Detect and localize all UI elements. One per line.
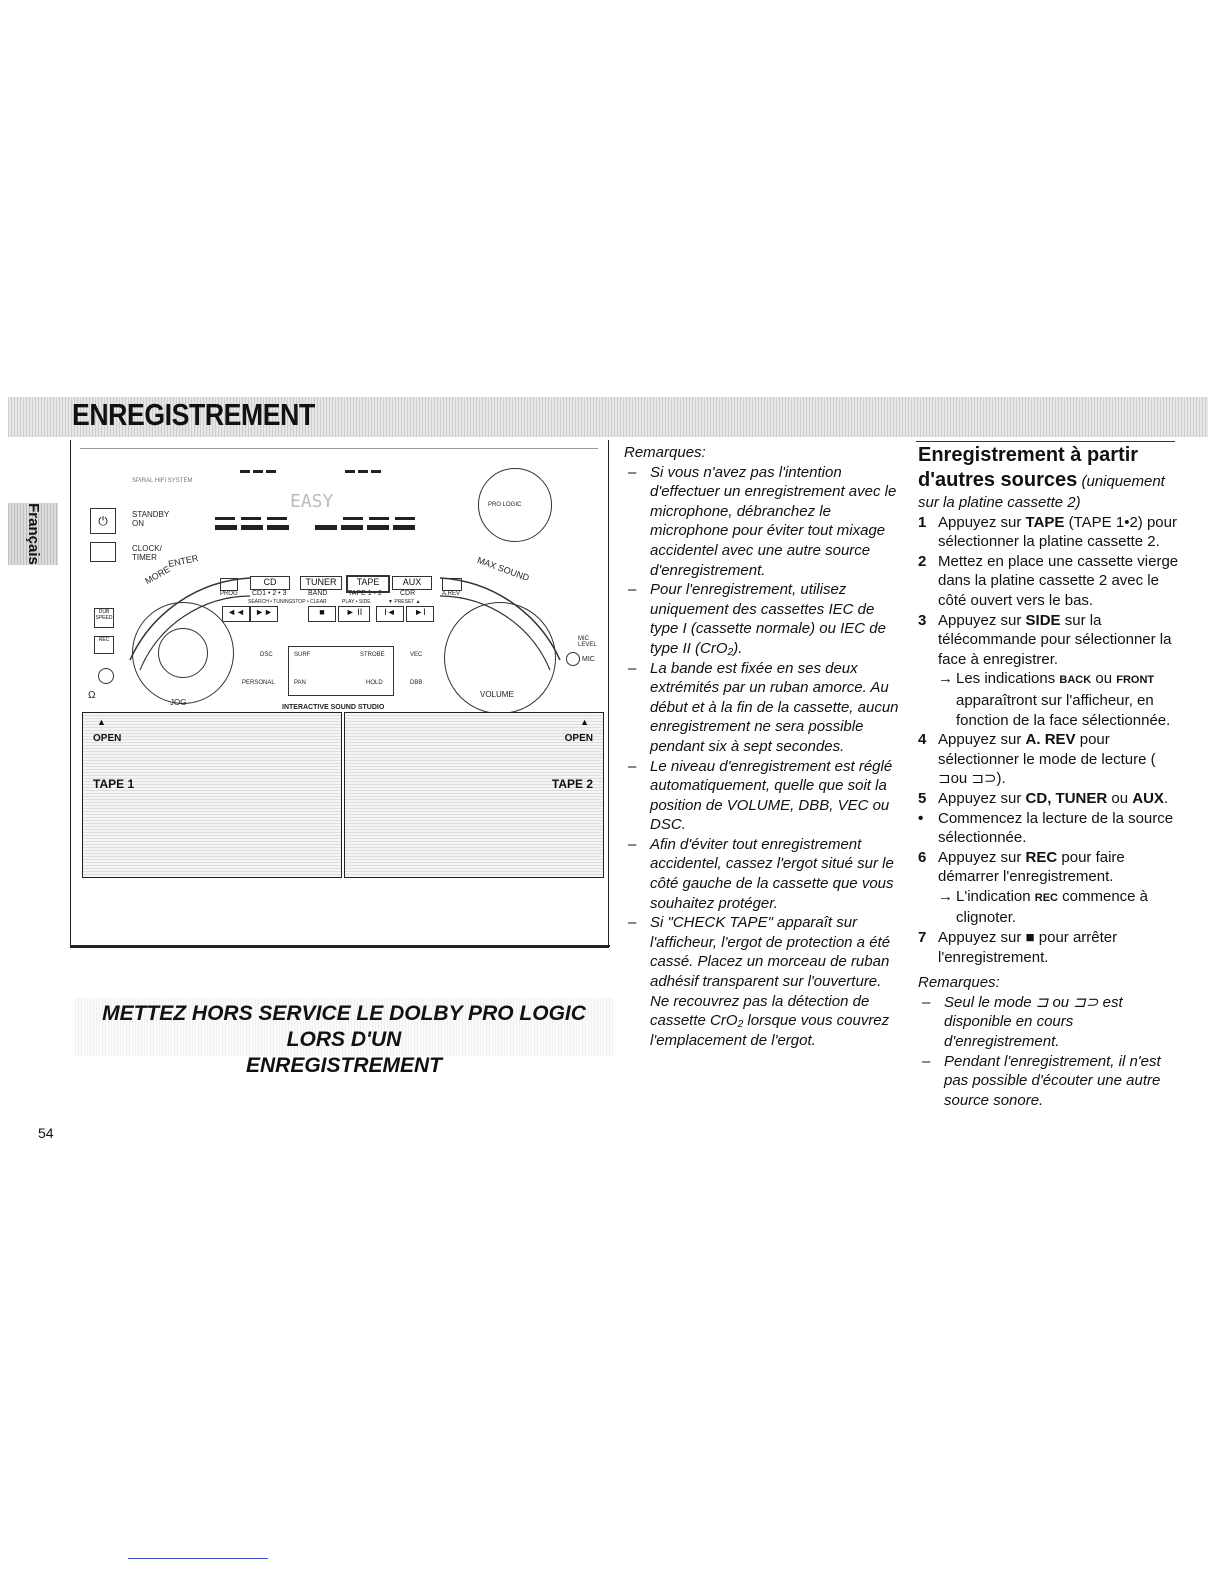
- step-7: 7 Appuyez sur ■ pour arrêter l'enregistrement.: [918, 929, 1118, 966]
- max-sound-label[interactable]: MAX SOUND: [475, 554, 531, 584]
- aux-button[interactable]: AUX: [392, 576, 432, 590]
- vec-label[interactable]: VEC: [410, 652, 423, 658]
- jog-knob-inner: [158, 628, 208, 678]
- prev-button[interactable]: I◄: [376, 606, 404, 622]
- arrow-icon: →: [938, 887, 953, 905]
- device-illustration: [70, 440, 610, 960]
- jog-label: JOG: [170, 698, 187, 707]
- rewind-button[interactable]: ◄◄: [222, 606, 250, 622]
- remark-item: – La bande est fixée en ses deux extrémités par un ruban amorce. Au début et à la fin de la cassette, aucun enregistrement ne sera possible pendant six à sept secondes.: [628, 659, 899, 755]
- section-heading: Enregistrement à partir: [918, 444, 1139, 466]
- recording-column: [918, 443, 1180, 1110]
- headphone-jack: [98, 668, 114, 684]
- arrow-icon: →: [938, 670, 953, 688]
- more-label[interactable]: MORE: [143, 563, 172, 587]
- play-pause-button[interactable]: ► II: [338, 606, 370, 622]
- standby-label: STANDBY ON: [132, 510, 170, 528]
- search-tuning-label: SEARCH • TUNING: [248, 599, 293, 605]
- step-bullet: • Commencez la lecture de la source sélectionnée.: [918, 809, 1174, 847]
- mic-label: MIC: [582, 656, 595, 663]
- section-heading-2: d'autres sources: [918, 469, 1078, 491]
- language-tab: [8, 503, 58, 565]
- hold-label[interactable]: HOLD: [366, 680, 383, 686]
- remarks-title: Remarques:: [624, 444, 706, 461]
- dbb-label[interactable]: DBB: [410, 680, 423, 686]
- tape-button[interactable]: TAPE: [346, 575, 390, 593]
- language-label: Français: [25, 503, 42, 565]
- tape2-deck[interactable]: [344, 712, 604, 878]
- pro-logic-label: PRO LOGIC: [488, 502, 522, 508]
- personal-label[interactable]: PERSONAL: [242, 680, 275, 686]
- remark-item: – Si vous n'avez pas l'intention d'effectuer un enregistrement avec le microphone, débranchez le microphone pour éviter tout mixage accidentel avec une autre source d'enregistrement.: [628, 463, 897, 579]
- step-6-result: → L'indication REC commence à clignoter.: [938, 887, 1149, 927]
- remark-item: – Afin d'éviter tout enregistrement accidentel, cassez l'ergot situé sur le côté gauche de la cassette que vous souhaitez protéger.: [628, 835, 894, 912]
- section-rule: [916, 441, 1175, 442]
- remark-item: – Seul le mode ⊐ ou ⊐⊃ est disponible en cours d'enregistrement.: [922, 993, 1123, 1051]
- surf-label[interactable]: SURF: [294, 652, 311, 658]
- step-6: 6 Appuyez sur REC pour faire démarrer l'enregistrement.: [918, 848, 1125, 886]
- tuner-button[interactable]: TUNER: [300, 576, 342, 590]
- tape1-label: TAPE 1: [93, 777, 135, 791]
- step-3: 3 Appuyez sur SIDE sur la télécommande pour sélectionner la face à enregistrer.: [918, 611, 1172, 668]
- tape2-label: TAPE 2: [551, 777, 593, 791]
- cdr-label: CDR: [400, 590, 416, 597]
- tape12-label: TAPE 1 • 2: [348, 590, 382, 597]
- band-label: BAND: [308, 590, 328, 597]
- stop-button[interactable]: ■: [308, 606, 336, 622]
- svg-text:EASY: EASY: [290, 491, 334, 512]
- cd-button[interactable]: CD: [250, 576, 290, 590]
- banner-line-1: METTEZ HORS SERVICE LE DOLBY PRO LOGIC LORS D'UN: [102, 1002, 586, 1051]
- lcd-display: [195, 465, 495, 545]
- standby-button[interactable]: ⏻: [90, 508, 116, 534]
- pan-label[interactable]: PAN: [294, 680, 306, 686]
- cd123-label: CD1 • 2 • 3: [252, 590, 287, 597]
- banner-line-2: ENREGISTREMENT: [245, 1054, 442, 1077]
- stop-clear-label: STOP • CLEAR: [292, 599, 327, 605]
- remarks-column: [624, 443, 902, 1050]
- step-1: 1 Appuyez sur TAPE (TAPE 1•2) pour sélectionner la platine cassette 2.: [918, 513, 1177, 551]
- bottom-rule: [128, 1558, 268, 1559]
- eject-icon: ▲: [97, 717, 106, 727]
- section-header-band: [8, 397, 1208, 437]
- strobe-label[interactable]: STROBE: [360, 652, 385, 658]
- remark-item: – Pendant l'enregistrement, il n'est pas possible d'écouter une autre source sonore.: [922, 1052, 1161, 1109]
- tape2-open-label: OPEN: [564, 733, 593, 744]
- dub-speed-button[interactable]: DUB SPEED: [94, 608, 114, 628]
- page-number: 54: [38, 1125, 54, 1141]
- next-button[interactable]: ►I: [406, 606, 434, 622]
- tape1-deck[interactable]: [82, 712, 342, 878]
- studio-label: INTERACTIVE SOUND STUDIO: [282, 704, 385, 711]
- mic-jack: [566, 652, 580, 666]
- step-2: 2 Mettez en place une cassette vierge dans la platine cassette 2 avec le côté ouvert vers le bas.: [918, 552, 1179, 609]
- section-title: ENREGISTREMENT: [72, 397, 315, 432]
- headphone-icon: Ω: [88, 690, 96, 701]
- play-side-label: PLAY • SIDE: [342, 599, 371, 605]
- dolby-warning-banner: [75, 998, 613, 1077]
- remark-item: – Pour l'enregistrement, utilisez uniquement des cassettes IEC de type I (cassette normale) ou IEC de type II (CrO₂).: [628, 581, 886, 657]
- arev-label: A.REV: [442, 591, 461, 597]
- brand-label: SPIRAL HIFI SYSTEM: [132, 478, 193, 484]
- remark-item: – Si "CHECK TAPE" apparaît sur l'afficheur, l'ergot de protection a été cassé. Placez un morceau de ruban adhésif transparent sur l'ouverture. Ne recouvrez pas la détection de cassette CrO₂ lorsque vous couvrez l'emplacement de l'ergot.: [628, 914, 891, 1049]
- step-5: 5 Appuyez sur CD, TUNER ou AUX.: [918, 789, 1169, 807]
- prog-label: PROG: [220, 591, 238, 597]
- clock-timer-label: CLOCK/ TIMER: [132, 544, 162, 562]
- preset-label: ▼ PRESET ▲: [388, 599, 421, 605]
- tape1-open-label: OPEN: [93, 733, 122, 744]
- enter-label[interactable]: ENTER: [167, 552, 200, 570]
- section-heading-note: (uniquement sur la platine cassette 2): [918, 473, 1165, 511]
- step-3-result: → Les indications BACK ou FRONT apparaîtront sur l'afficheur, en fonction de la face sélectionnée.: [938, 670, 1171, 729]
- remarks-title-2: Remarques:: [918, 974, 1000, 992]
- remark-item: – Le niveau d'enregistrement est réglé automatiquement, quelle que soit la position de VOLUME, DBB, VEC ou DSC.: [628, 757, 893, 834]
- eject-icon: ▲: [580, 717, 589, 727]
- device-base: [70, 945, 610, 955]
- dsc-label[interactable]: DSC: [260, 652, 273, 658]
- mic-level-label: MIC LEVEL: [578, 636, 597, 648]
- forward-button[interactable]: ►►: [250, 606, 278, 622]
- volume-label: VOLUME: [480, 690, 514, 699]
- rec-button[interactable]: REC: [94, 636, 114, 654]
- step-4: 4 Appuyez sur A. REV pour sélectionner le mode de lecture ( ⊐ou ⊐⊃).: [918, 731, 1156, 788]
